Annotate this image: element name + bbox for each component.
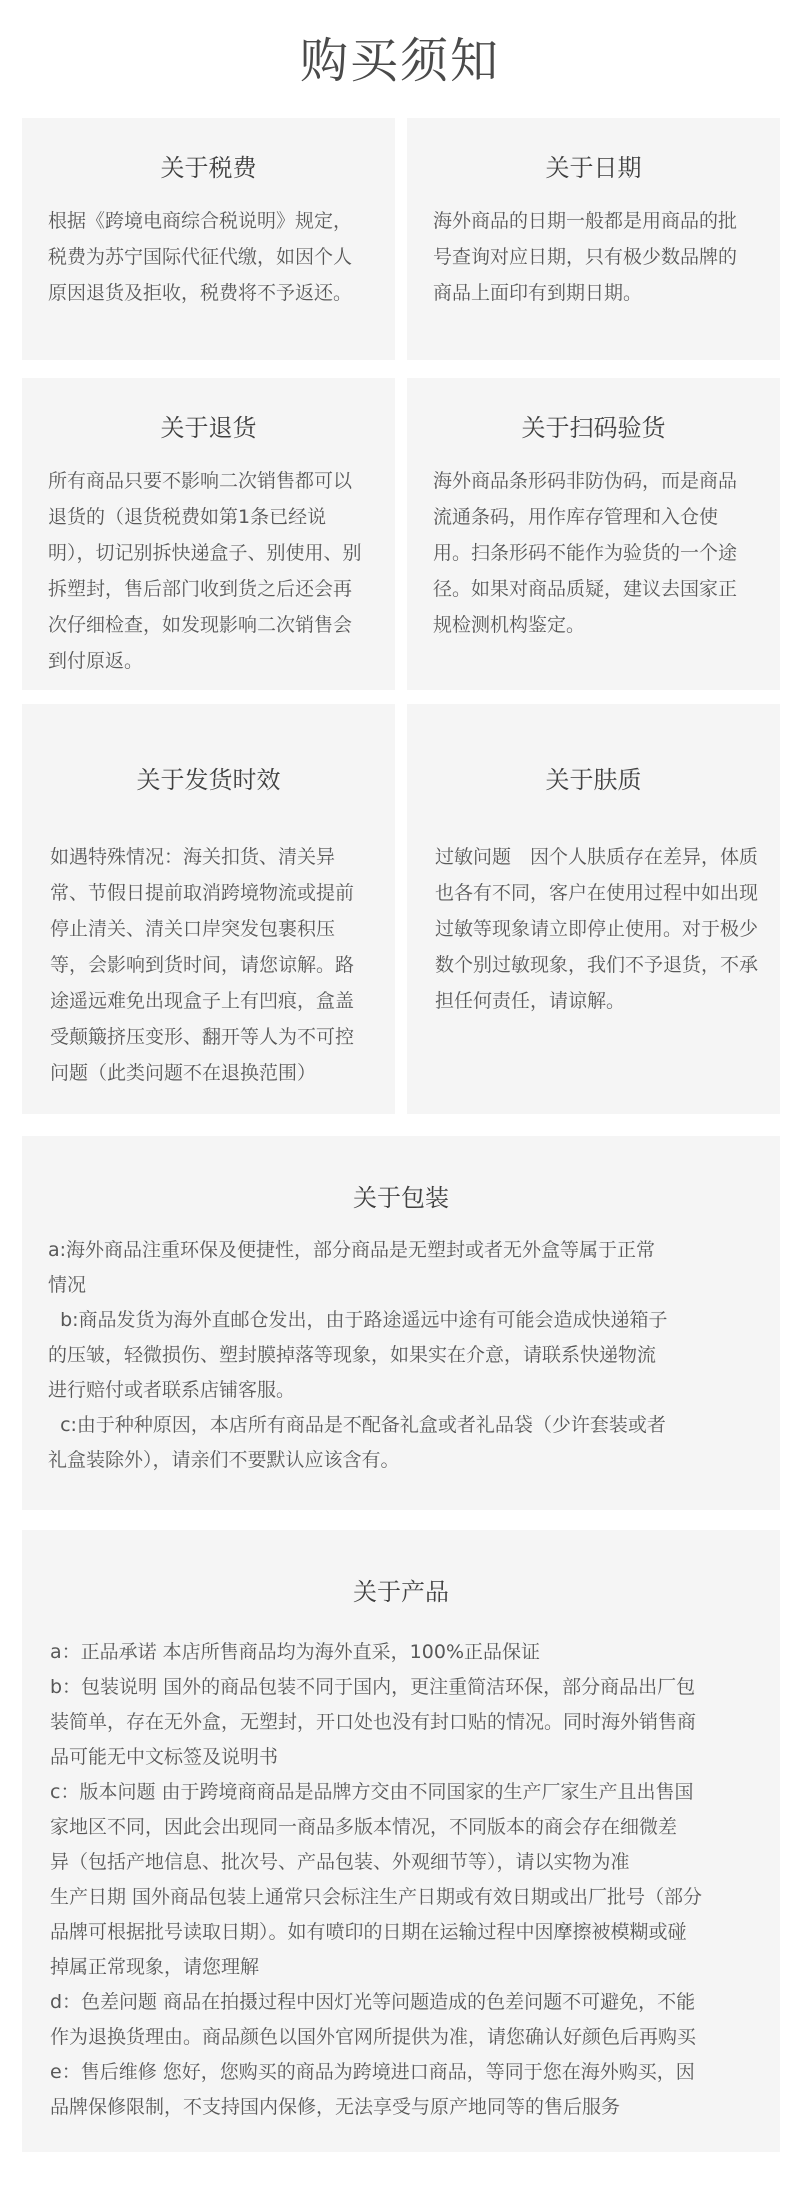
product-line: 掉属正常现象，请您理解 [50, 1956, 260, 1978]
packaging-line: c:由于种种原因，本店所有商品是不配备礼盒或者礼品袋（少许套装或者 [48, 1414, 666, 1436]
card-returns-body: 所有商品只要不影响二次销售都可以退货的（退货税费如第1条已经说明），切记别拆快递盒子、别使用、别拆塑封，售后部门收到货之后还会再次仔细检查，如发现影响二次销售会到付原返。 [48, 470, 362, 672]
card-product [22, 1530, 780, 2152]
product-line: 品牌保修限制，不支持国内保修，无法享受与原产地同等的售后服务 [50, 2096, 621, 2118]
product-line: d：色差问题 商品在拍摄过程中因灯光等问题造成的色差问题不可避免，不能 [50, 1991, 696, 2013]
packaging-line: a:海外商品注重环保及便捷性，部分商品是无塑封或者无外盒等属于正常 [48, 1239, 656, 1261]
page-title: 购买须知 [299, 33, 500, 89]
product-line: a：正品承诺 本店所售商品均为海外直采，100%正品保证 [50, 1641, 541, 1663]
product-line: 生产日期 国外商品包装上通常只会标注生产日期或有效日期或出厂批号（部分 [50, 1886, 703, 1908]
card-scan [407, 378, 780, 690]
product-line: 异（包括产地信息、批次号、产品包装、外观细节等），请以实物为准 [50, 1851, 630, 1873]
product-line: c：版本问题 由于跨境商商品是品牌方交由不同国家的生产厂家生产且出售国 [50, 1781, 694, 1803]
product-line: 装简单，存在无外盒，无塑封，开口处也没有封口贴的情况。同时海外销售商 [50, 1711, 697, 1733]
card-tax [22, 118, 395, 360]
card-product-heading: 关于产品 [353, 1578, 449, 1606]
product-line: 品可能无中文标签及说明书 [50, 1746, 279, 1768]
card-tax-heading: 关于税费 [160, 154, 257, 182]
packaging-line: 礼盒装除外），请亲们不要默认应该含有。 [48, 1449, 400, 1471]
card-date-heading: 关于日期 [545, 154, 642, 182]
card-returns-heading: 关于退货 [160, 414, 257, 442]
card-skin-heading: 关于肤质 [545, 766, 642, 794]
card-product-body [22, 1607, 780, 2125]
packaging-line: 进行赔付或者联系店铺客服。 [48, 1379, 296, 1401]
card-packaging-body [22, 1213, 780, 1478]
card-date [407, 118, 780, 360]
card-packaging-heading: 关于包装 [353, 1184, 449, 1212]
product-line: 作为退换货理由。商品颜色以国外官网所提供为准，请您确认好颜色后再购买 [50, 2026, 697, 2048]
product-line: e：售后维修 您好，您购买的商品为跨境进口商品，等同于您在海外购买，因 [50, 2061, 695, 2083]
product-line: 家地区不同，因此会出现同一商品多版本情况，不同版本的商会存在细微差 [50, 1816, 678, 1838]
product-line: 品牌可根据批号读取日期）。如有喷印的日期在运输过程中因摩擦被模糊或碰 [50, 1921, 687, 1943]
card-skin [407, 704, 780, 1114]
card-scan-body: 海外商品条形码非防伪码，而是商品流通条码，用作库存管理和入仓使用。扫条形码不能作为验货的一个途径。如果对商品质疑，建议去国家正规检测机构鉴定。 [433, 470, 738, 636]
card-scan-heading: 关于扫码验货 [521, 414, 666, 442]
card-shipping-heading: 关于发货时效 [136, 766, 281, 794]
card-packaging [22, 1136, 780, 1510]
card-shipping-body: 如遇特殊情况：海关扣货、清关异常、节假日提前取消跨境物流或提前停止清关、清关口岸突发包裹积压等，会影响到货时间，请您谅解。路途遥远难免出现盒子上有凹痕，盒盖受颠簸挤压变形、翻开等人为不可控问题（此类问题不在退换范围） [50, 846, 355, 1084]
card-returns [22, 378, 395, 690]
packaging-line: 的压皱，轻微损伤、塑封膜掉落等现象，如果实在介意，请联系快递物流 [48, 1344, 657, 1366]
packaging-line: b:商品发货为海外直邮仓发出，由于路途遥远中途有可能会造成快递箱子 [48, 1309, 668, 1331]
packaging-line: 情况 [48, 1274, 87, 1296]
product-line: b：包装说明 国外的商品包装不同于国内，更注重简洁环保，部分商品出厂包 [50, 1676, 696, 1698]
card-shipping [22, 704, 395, 1114]
card-tax-body: 根据《跨境电商综合税说明》规定，税费为苏宁国际代征代缴，如因个人原因退货及拒收，税费将不予返还。 [48, 210, 353, 304]
card-skin-body: 过敏问题 因个人肤质存在差异，体质也各有不同，客户在使用过程中如出现过敏等现象请立即停止使用。对于极少数个别过敏现象，我们不予退货，不承担任何责任，请谅解。 [435, 846, 759, 1012]
card-date-body: 海外商品的日期一般都是用商品的批号查询对应日期，只有极少数品牌的商品上面印有到期日期。 [433, 210, 738, 304]
